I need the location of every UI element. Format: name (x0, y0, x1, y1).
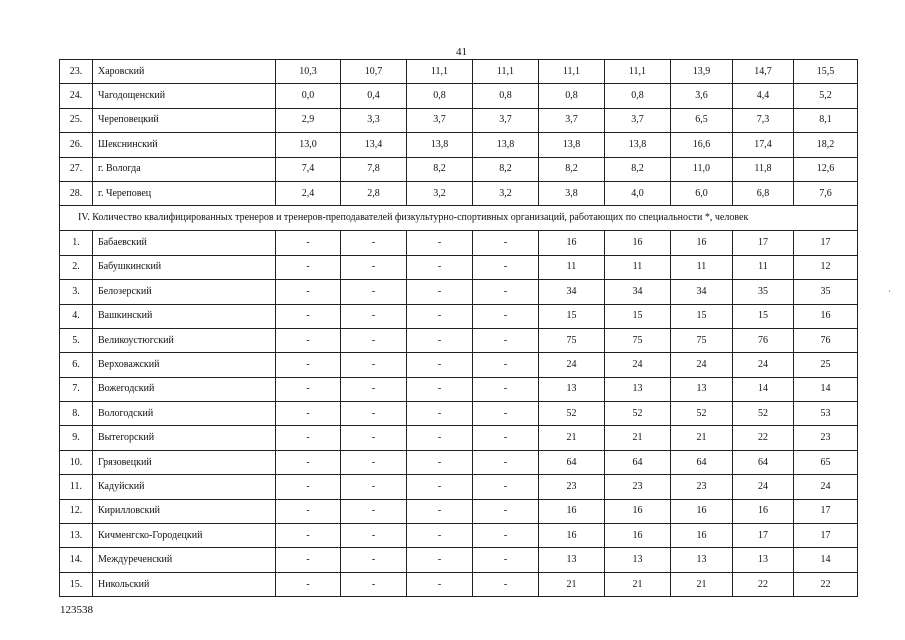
value-cell: 13,4 (341, 133, 407, 157)
value-cell: 3,3 (341, 108, 407, 132)
value-cell: 5,2 (794, 84, 858, 108)
value-cell: 14,7 (733, 60, 794, 84)
value-cell: 15 (733, 304, 794, 328)
value-cell: 22 (733, 572, 794, 596)
district-name: Харовский (93, 60, 276, 84)
table-body-section-iii (60, 60, 858, 206)
value-cell: 24 (794, 475, 858, 499)
value-cell: - (341, 377, 407, 401)
value-cell: 16 (539, 524, 605, 548)
value-cell: 64 (539, 450, 605, 474)
value-cell: - (276, 231, 341, 255)
value-cell: 8,2 (473, 157, 539, 181)
value-cell: 16,6 (671, 133, 733, 157)
value-cell: 10,7 (341, 60, 407, 84)
value-cell: 17 (794, 524, 858, 548)
value-cell: 4,4 (733, 84, 794, 108)
value-cell: 15 (671, 304, 733, 328)
row-number: 8. (60, 402, 93, 426)
value-cell: 64 (671, 450, 733, 474)
value-cell: 12 (794, 255, 858, 279)
value-cell: 24 (605, 353, 671, 377)
value-cell: 13,9 (671, 60, 733, 84)
row-number: 6. (60, 353, 93, 377)
value-cell: 3,6 (671, 84, 733, 108)
value-cell: 16 (733, 499, 794, 523)
value-cell: - (407, 255, 473, 279)
value-cell: 52 (539, 402, 605, 426)
district-name: Великоустюгский (93, 328, 276, 352)
value-cell: 16 (539, 499, 605, 523)
statistics-table (59, 59, 858, 597)
value-cell: - (473, 572, 539, 596)
value-cell: - (276, 426, 341, 450)
row-number: 9. (60, 426, 93, 450)
value-cell: 11,1 (539, 60, 605, 84)
value-cell: - (473, 280, 539, 304)
section-title: IV. Количество квалифицированных тренеров и тренеров-преподавателей физкультурно-спортивных организаций, работающих по специальности *, человек (60, 206, 858, 231)
value-cell: 12,6 (794, 157, 858, 181)
value-cell: 53 (794, 402, 858, 426)
value-cell: - (341, 548, 407, 572)
row-number: 26. (60, 133, 93, 157)
value-cell: 22 (794, 572, 858, 596)
district-name: Шекснинский (93, 133, 276, 157)
value-cell: 2,9 (276, 108, 341, 132)
value-cell: - (276, 572, 341, 596)
row-number: 25. (60, 108, 93, 132)
value-cell: 7,6 (794, 181, 858, 205)
value-cell: 64 (733, 450, 794, 474)
value-cell: - (407, 499, 473, 523)
value-cell: - (407, 353, 473, 377)
value-cell: 8,2 (539, 157, 605, 181)
value-cell: 14 (794, 377, 858, 401)
row-number: 14. (60, 548, 93, 572)
value-cell: 21 (539, 426, 605, 450)
value-cell: 16 (794, 304, 858, 328)
value-cell: 15 (605, 304, 671, 328)
value-cell: - (473, 377, 539, 401)
district-name: Грязовецкий (93, 450, 276, 474)
value-cell: - (276, 255, 341, 279)
value-cell: 13,0 (276, 133, 341, 157)
value-cell: 75 (605, 328, 671, 352)
district-name: Кадуйский (93, 475, 276, 499)
value-cell: 24 (539, 353, 605, 377)
value-cell: 3,2 (473, 181, 539, 205)
value-cell: 25 (794, 353, 858, 377)
district-name: Верховажский (93, 353, 276, 377)
value-cell: 24 (671, 353, 733, 377)
value-cell: 8,1 (794, 108, 858, 132)
value-cell: 13,8 (605, 133, 671, 157)
table-row (60, 499, 858, 523)
value-cell: - (407, 280, 473, 304)
value-cell: 7,8 (341, 157, 407, 181)
value-cell: 13 (733, 548, 794, 572)
value-cell: 13 (539, 548, 605, 572)
district-name: Кирилловский (93, 499, 276, 523)
value-cell: - (473, 524, 539, 548)
value-cell: 64 (605, 450, 671, 474)
district-name: Белозерский (93, 280, 276, 304)
table-row (60, 84, 858, 108)
value-cell: - (341, 255, 407, 279)
value-cell: 21 (539, 572, 605, 596)
value-cell: - (407, 304, 473, 328)
value-cell: - (341, 328, 407, 352)
table-row (60, 548, 858, 572)
value-cell: 23 (605, 475, 671, 499)
value-cell: - (473, 231, 539, 255)
value-cell: 75 (671, 328, 733, 352)
row-number: 2. (60, 255, 93, 279)
value-cell: - (473, 499, 539, 523)
table-row (60, 524, 858, 548)
value-cell: - (407, 402, 473, 426)
value-cell: - (276, 280, 341, 304)
value-cell: 11 (733, 255, 794, 279)
district-name: Никольский (93, 572, 276, 596)
value-cell: 6,5 (671, 108, 733, 132)
value-cell: 52 (605, 402, 671, 426)
value-cell: 11 (671, 255, 733, 279)
table-body-section-iv-header (60, 206, 858, 231)
value-cell: - (276, 548, 341, 572)
value-cell: - (276, 377, 341, 401)
value-cell: 4,0 (605, 181, 671, 205)
value-cell: 34 (539, 280, 605, 304)
value-cell: - (341, 572, 407, 596)
row-number: 7. (60, 377, 93, 401)
value-cell: - (341, 231, 407, 255)
value-cell: 11,1 (407, 60, 473, 84)
table-row (60, 426, 858, 450)
value-cell: - (473, 475, 539, 499)
value-cell: 17 (733, 524, 794, 548)
value-cell: - (473, 255, 539, 279)
value-cell: 16 (671, 231, 733, 255)
value-cell: - (473, 402, 539, 426)
value-cell: 75 (539, 328, 605, 352)
table-row (60, 231, 858, 255)
value-cell: 0,8 (605, 84, 671, 108)
value-cell: 52 (733, 402, 794, 426)
value-cell: - (341, 280, 407, 304)
value-cell: 52 (671, 402, 733, 426)
value-cell: 3,2 (407, 181, 473, 205)
table-row (60, 133, 858, 157)
value-cell: 14 (733, 377, 794, 401)
district-name: Кичменгско-Городецкий (93, 524, 276, 548)
value-cell: - (341, 499, 407, 523)
value-cell: 34 (605, 280, 671, 304)
margin-mark: · (888, 286, 891, 296)
table-row (60, 353, 858, 377)
value-cell: - (276, 524, 341, 548)
district-name: Вологодский (93, 402, 276, 426)
value-cell: 17 (733, 231, 794, 255)
value-cell: - (341, 304, 407, 328)
value-cell: - (407, 548, 473, 572)
value-cell: 24 (733, 475, 794, 499)
value-cell: 13,8 (407, 133, 473, 157)
value-cell: - (407, 328, 473, 352)
value-cell: 14 (794, 548, 858, 572)
row-number: 11. (60, 475, 93, 499)
value-cell: 6,8 (733, 181, 794, 205)
value-cell: 76 (794, 328, 858, 352)
district-name: Вашкинский (93, 304, 276, 328)
value-cell: 17,4 (733, 133, 794, 157)
value-cell: 2,8 (341, 181, 407, 205)
value-cell: 8,2 (605, 157, 671, 181)
value-cell: 21 (671, 426, 733, 450)
table-body-section-iv (60, 231, 858, 597)
value-cell: 24 (733, 353, 794, 377)
table-row (60, 450, 858, 474)
value-cell: - (341, 426, 407, 450)
value-cell: - (341, 353, 407, 377)
value-cell: - (341, 524, 407, 548)
value-cell: 15,5 (794, 60, 858, 84)
value-cell: 13 (671, 548, 733, 572)
value-cell: - (276, 450, 341, 474)
value-cell: 16 (539, 231, 605, 255)
value-cell: 7,4 (276, 157, 341, 181)
value-cell: - (473, 426, 539, 450)
value-cell: 13 (605, 548, 671, 572)
value-cell: 0,0 (276, 84, 341, 108)
row-number: 15. (60, 572, 93, 596)
table-row (60, 475, 858, 499)
value-cell: 16 (605, 499, 671, 523)
value-cell: - (473, 353, 539, 377)
value-cell: - (341, 450, 407, 474)
page-number: 41 (456, 46, 467, 58)
value-cell: - (407, 475, 473, 499)
value-cell: - (473, 304, 539, 328)
value-cell: 11,8 (733, 157, 794, 181)
table-row (60, 157, 858, 181)
value-cell: 6,0 (671, 181, 733, 205)
value-cell: 76 (733, 328, 794, 352)
value-cell: - (407, 572, 473, 596)
value-cell: 8,2 (407, 157, 473, 181)
table-row (60, 304, 858, 328)
value-cell: 10,3 (276, 60, 341, 84)
table-row (60, 328, 858, 352)
district-name: Чагодощенский (93, 84, 276, 108)
value-cell: 35 (733, 280, 794, 304)
value-cell: 22 (733, 426, 794, 450)
district-name: Бабушкинский (93, 255, 276, 279)
value-cell: 11,1 (473, 60, 539, 84)
value-cell: 3,7 (407, 108, 473, 132)
value-cell: 0,8 (407, 84, 473, 108)
value-cell: 17 (794, 231, 858, 255)
value-cell: 65 (794, 450, 858, 474)
value-cell: 23 (794, 426, 858, 450)
value-cell: 3,8 (539, 181, 605, 205)
value-cell: - (276, 353, 341, 377)
value-cell: 23 (671, 475, 733, 499)
value-cell: 2,4 (276, 181, 341, 205)
table-row (60, 108, 858, 132)
value-cell: 16 (605, 524, 671, 548)
value-cell: 13 (539, 377, 605, 401)
value-cell: - (276, 402, 341, 426)
value-cell: 34 (671, 280, 733, 304)
district-name: Междуреченский (93, 548, 276, 572)
value-cell: - (407, 450, 473, 474)
value-cell: 17 (794, 499, 858, 523)
value-cell: 11,0 (671, 157, 733, 181)
value-cell: - (473, 548, 539, 572)
row-number: 5. (60, 328, 93, 352)
value-cell: 23 (539, 475, 605, 499)
row-number: 27. (60, 157, 93, 181)
value-cell: 0,4 (341, 84, 407, 108)
value-cell: 3,7 (473, 108, 539, 132)
table-row (60, 572, 858, 596)
value-cell: - (276, 499, 341, 523)
row-number: 10. (60, 450, 93, 474)
value-cell: - (407, 231, 473, 255)
table-row (60, 60, 858, 84)
row-number: 3. (60, 280, 93, 304)
value-cell: - (276, 475, 341, 499)
value-cell: - (407, 426, 473, 450)
value-cell: 21 (605, 572, 671, 596)
value-cell: 21 (605, 426, 671, 450)
value-cell: - (276, 304, 341, 328)
row-number: 12. (60, 499, 93, 523)
district-name: Бабаевский (93, 231, 276, 255)
row-number: 1. (60, 231, 93, 255)
value-cell: 0,8 (539, 84, 605, 108)
district-name: г. Вологда (93, 157, 276, 181)
value-cell: 7,3 (733, 108, 794, 132)
value-cell: 3,7 (605, 108, 671, 132)
value-cell: - (473, 328, 539, 352)
value-cell: 13,8 (473, 133, 539, 157)
value-cell: 13 (671, 377, 733, 401)
section-header-row (60, 206, 858, 231)
row-number: 4. (60, 304, 93, 328)
value-cell: 13,8 (539, 133, 605, 157)
row-number: 23. (60, 60, 93, 84)
district-name: Череповецкий (93, 108, 276, 132)
value-cell: 16 (671, 524, 733, 548)
value-cell: - (407, 377, 473, 401)
value-cell: 0,8 (473, 84, 539, 108)
table-row (60, 377, 858, 401)
value-cell: 11 (605, 255, 671, 279)
table-row (60, 402, 858, 426)
value-cell: 16 (605, 231, 671, 255)
value-cell: 18,2 (794, 133, 858, 157)
row-number: 13. (60, 524, 93, 548)
value-cell: 11,1 (605, 60, 671, 84)
value-cell: 11 (539, 255, 605, 279)
value-cell: 13 (605, 377, 671, 401)
value-cell: 35 (794, 280, 858, 304)
row-number: 28. (60, 181, 93, 205)
table-row (60, 255, 858, 279)
district-name: Вытегорский (93, 426, 276, 450)
row-number: 24. (60, 84, 93, 108)
value-cell: 3,7 (539, 108, 605, 132)
value-cell: - (276, 328, 341, 352)
value-cell: - (473, 450, 539, 474)
value-cell: - (341, 475, 407, 499)
table-row (60, 280, 858, 304)
district-name: Вожегодский (93, 377, 276, 401)
table-row (60, 181, 858, 205)
value-cell: 21 (671, 572, 733, 596)
value-cell: - (341, 402, 407, 426)
value-cell: 16 (671, 499, 733, 523)
value-cell: - (407, 524, 473, 548)
district-name: г. Череповец (93, 181, 276, 205)
value-cell: 15 (539, 304, 605, 328)
document-code: 123538 (60, 604, 93, 616)
